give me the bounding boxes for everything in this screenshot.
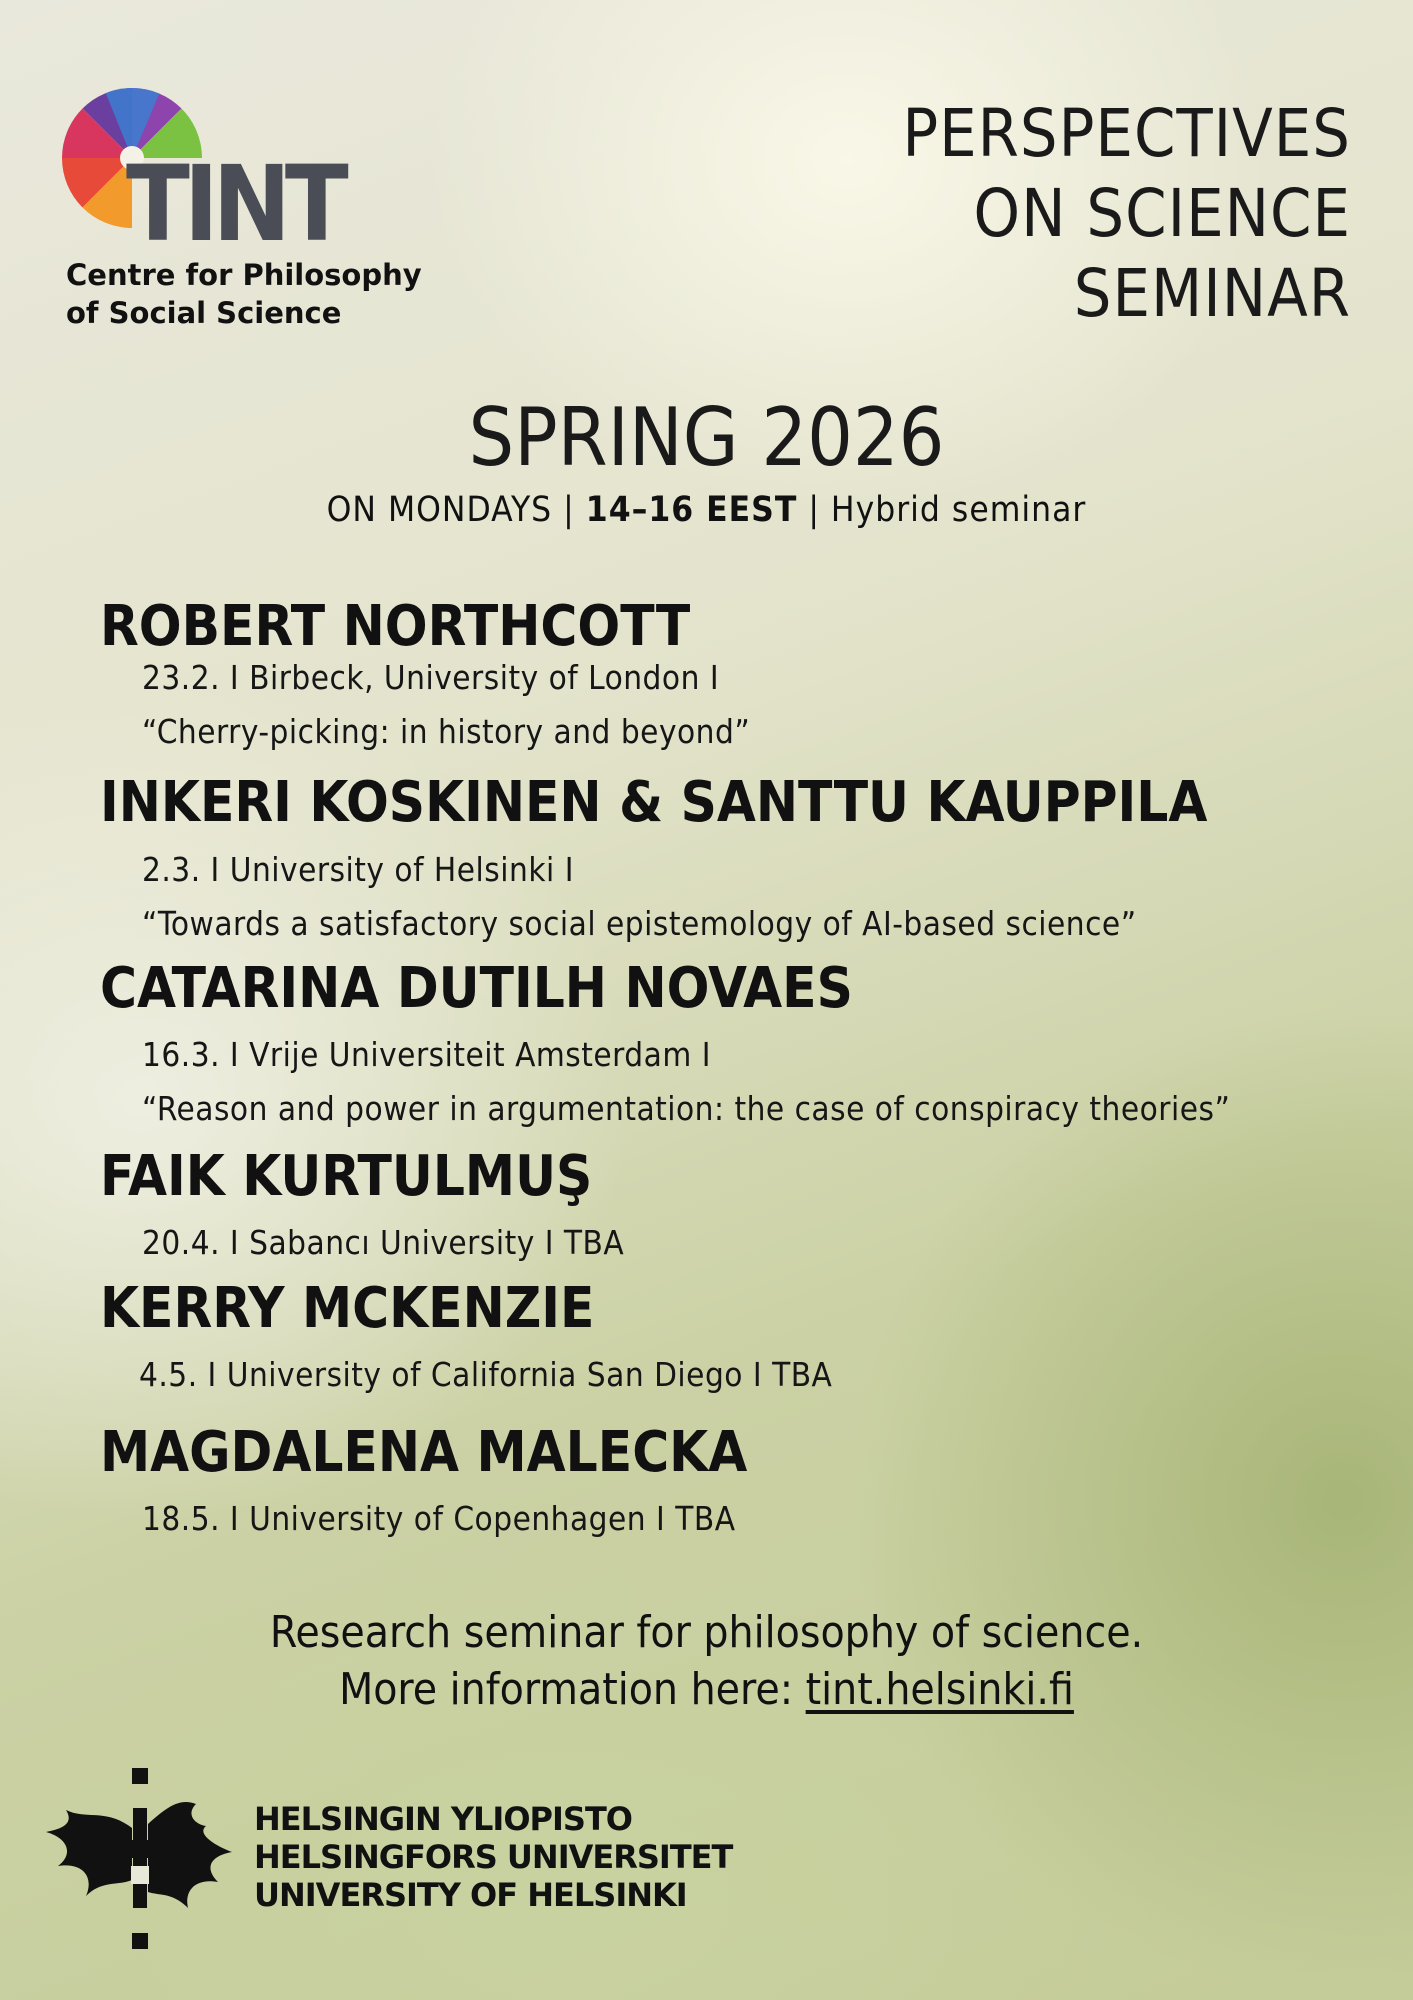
- tint-logo-text: TINT: [126, 143, 343, 265]
- university-name-english: UNIVERSITY OF HELSINKI: [254, 1876, 687, 1914]
- schedule-format: | Hybrid seminar: [808, 490, 1087, 530]
- org-name-line-1: Centre for Philosophy: [66, 258, 422, 292]
- university-names: [254, 1800, 732, 1914]
- series-title-line-2: ON SCIENCE: [973, 175, 1351, 252]
- talk-info: 16.3. I Vrije Universiteit Amsterdam I: [142, 1035, 711, 1074]
- talk-info: 18.5. I University of Copenhagen I TBA: [142, 1499, 736, 1538]
- season-title: SPRING 2026: [468, 391, 945, 484]
- footer-description: Research seminar for philosophy of science.: [269, 1607, 1144, 1658]
- speaker-name: KERRY MCKENZIE: [100, 1276, 595, 1341]
- speaker-name: MAGDALENA MALECKA: [100, 1420, 748, 1485]
- speaker-name: FAIK KURTULMUŞ: [100, 1144, 593, 1209]
- tint-logo: [64, 88, 343, 265]
- org-caption: [66, 256, 422, 332]
- speaker-name: ROBERT NORTHCOTT: [100, 594, 691, 659]
- speaker-name: CATARINA DUTILH NOVAES: [100, 956, 853, 1021]
- speaker-name: INKERI KOSKINEN & SANTTU KAUPPILA: [100, 770, 1208, 835]
- talk-title: “Towards a satisfactory social epistemology of AI-based science”: [142, 904, 1137, 943]
- university-name-finnish: HELSINGIN YLIOPISTO: [254, 1800, 632, 1838]
- schedule-line: [0, 488, 1413, 532]
- schedule-time: 14–16 EEST: [585, 490, 798, 530]
- org-name-line-2: of Social Science: [66, 296, 342, 330]
- series-title: [902, 94, 1351, 334]
- talk-title: “Cherry-picking: in history and beyond”: [142, 712, 751, 751]
- university-name-swedish: HELSINGFORS UNIVERSITET: [254, 1838, 733, 1876]
- university-of-helsinki-flame-icon: [46, 1768, 236, 1950]
- footer-text: [0, 1604, 1413, 1718]
- talk-info: 20.4. I Sabancı University I TBA: [142, 1223, 625, 1262]
- schedule-days: ON MONDAYS |: [326, 490, 575, 530]
- series-title-line-3: SEMINAR: [1073, 255, 1351, 332]
- series-title-line-1: PERSPECTIVES: [902, 95, 1351, 172]
- talk-title: “Reason and power in argumentation: the case of conspiracy theories”: [142, 1089, 1231, 1128]
- tint-website-link[interactable]: tint.helsinki.fi: [805, 1664, 1074, 1715]
- footer-more-info-label: More information here:: [339, 1664, 794, 1715]
- footer-more-info: [0, 1661, 1413, 1718]
- talk-info: 2.3. I University of Helsinki I: [142, 850, 574, 889]
- talk-info: 23.2. I Birbeck, University of London I: [142, 658, 720, 697]
- talk-info: 4.5. I University of California San Diego I TBA: [139, 1355, 833, 1394]
